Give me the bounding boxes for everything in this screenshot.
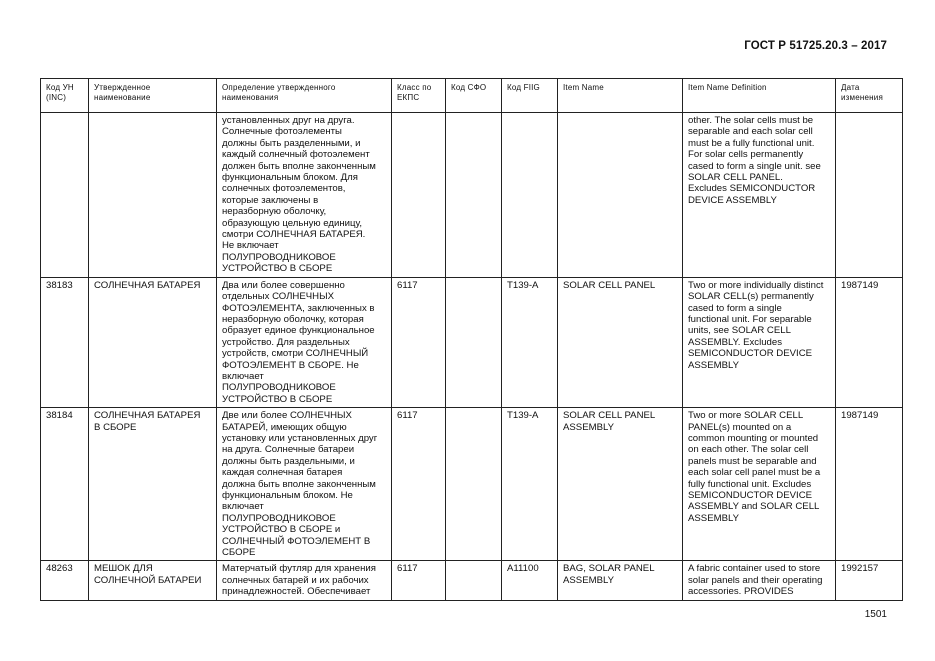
- cell-inc: 38183: [41, 277, 89, 407]
- col-header-date: Дата изменения: [836, 79, 903, 113]
- document-code: ГОСТ Р 51725.20.3 – 2017: [744, 40, 887, 52]
- cell-item-name: SOLAR CELL PANEL: [558, 277, 683, 407]
- nomenclature-table: [40, 78, 903, 601]
- cell-date: [836, 113, 903, 278]
- cell-item-def: Two or more individually distinct SOLAR CELL(s) permanently cased to form a single functional unit. For separable units, see SOLAR CELL ASSEMBLY. Excludes SEMICONDUCTOR DEVICE ASSEMBLY: [683, 277, 836, 407]
- col-header-fiig: Код FIIG: [502, 79, 558, 113]
- col-header-item-name: Item Name: [558, 79, 683, 113]
- table-row: [41, 408, 903, 561]
- page-number: 1501: [864, 609, 887, 620]
- cell-definition-ru: Два или более совершенно отдельных СОЛНЕЧНЫХ ФОТОЭЛЕМЕНТА, заключенных в неразборную оболочку, которая образует единое функциональное устройство. Для раздельных устройств, смотри СОЛНЕЧНЫЙ ФОТОЭЛЕМЕНТ В СБОРЕ. Не включает ПОЛУПРОВОДНИКОВОЕ УСТРОЙСТВО В СБОРЕ: [217, 277, 392, 407]
- cell-item-def: A fabric container used to store solar panels and their operating accessories. PROVIDES: [683, 561, 836, 600]
- cell-sfo: [446, 113, 502, 278]
- cell-date: 1987149: [836, 408, 903, 561]
- cell-sfo: [446, 408, 502, 561]
- cell-item-def: Two or more SOLAR CELL PANEL(s) mounted on a common mounting or mounted on each other. The solar cell panels must be separable and each solar cell panel must be a fully functional unit. Excludes SEMICONDUCTOR DEVICE ASSEMBLY and SOLAR CELL ASSEMBLY: [683, 408, 836, 561]
- cell-item-name: SOLAR CELL PANEL ASSEMBLY: [558, 408, 683, 561]
- col-header-sfo: Код СФО: [446, 79, 502, 113]
- cell-definition-ru: установленных друг на друга. Солнечные фотоэлементы должны быть разделенными, и каждый солнечный фотоэлемент должен быть вполне законченным функциональным блоком. Для солнечных фотоэлементов, которые заключены в неразборную оболочку, образующую цельную единицу, смотри СОЛНЕЧНАЯ БАТАРЕЯ. Не включает ПОЛУПРОВОДНИКОВОЕ УСТРОЙСТВО В СБОРЕ: [217, 113, 392, 278]
- col-header-name-ru: Утвержденное наименование: [89, 79, 217, 113]
- cell-sfo: [446, 561, 502, 600]
- cell-ekps: [392, 113, 446, 278]
- table-row: [41, 113, 903, 278]
- cell-definition-ru: Две или более СОЛНЕЧНЫХ БАТАРЕЙ, имеющих общую установку или установленных друг на друга. Солнечные батареи должны быть раздельными, и каждая солнечная батарея должна быть вполне законченным функциональным блоком. Не включает ПОЛУПРОВОДНИКОВОЕ УСТРОЙСТВО В СБОРЕ и СОЛНЕЧНЫЙ ФОТОЭЛЕМЕНТ В СБОРЕ: [217, 408, 392, 561]
- cell-ekps: 6117: [392, 277, 446, 407]
- cell-name-ru: СОЛНЕЧНАЯ БАТАРЕЯ: [89, 277, 217, 407]
- cell-sfo: [446, 277, 502, 407]
- cell-fiig: A11100: [502, 561, 558, 600]
- cell-fiig: T139-A: [502, 408, 558, 561]
- cell-ekps: 6117: [392, 408, 446, 561]
- col-header-definition-ru: Определение утвержденного наименования: [217, 79, 392, 113]
- cell-name-ru: [89, 113, 217, 278]
- table-header-row: [41, 79, 903, 113]
- cell-item-def: other. The solar cells must be separable and each solar cell must be a fully functional unit. For solar cells permanently cased to form a single unit. see SOLAR CELL PANEL. Excludes SEMICONDUCTOR DEVICE ASSEMBLY: [683, 113, 836, 278]
- cell-inc: 48263: [41, 561, 89, 600]
- cell-item-name: BAG, SOLAR PANEL ASSEMBLY: [558, 561, 683, 600]
- cell-inc: [41, 113, 89, 278]
- cell-date: 1987149: [836, 277, 903, 407]
- cell-name-ru: МЕШОК ДЛЯ СОЛНЕЧНОЙ БАТАРЕИ: [89, 561, 217, 600]
- cell-definition-ru: Матерчатый футляр для хранения солнечных батарей и их рабочих принадлежностей. Обеспечивает: [217, 561, 392, 600]
- table-row: [41, 277, 903, 407]
- cell-fiig: [502, 113, 558, 278]
- table-row: [41, 561, 903, 600]
- cell-ekps: 6117: [392, 561, 446, 600]
- col-header-inc: Код УН (INC): [41, 79, 89, 113]
- col-header-item-def: Item Name Definition: [683, 79, 836, 113]
- cell-name-ru: СОЛНЕЧНАЯ БАТАРЕЯ В СБОРЕ: [89, 408, 217, 561]
- col-header-ekps: Класс по ЕКПС: [392, 79, 446, 113]
- cell-fiig: T139-A: [502, 277, 558, 407]
- cell-date: 1992157: [836, 561, 903, 600]
- cell-item-name: [558, 113, 683, 278]
- cell-inc: 38184: [41, 408, 89, 561]
